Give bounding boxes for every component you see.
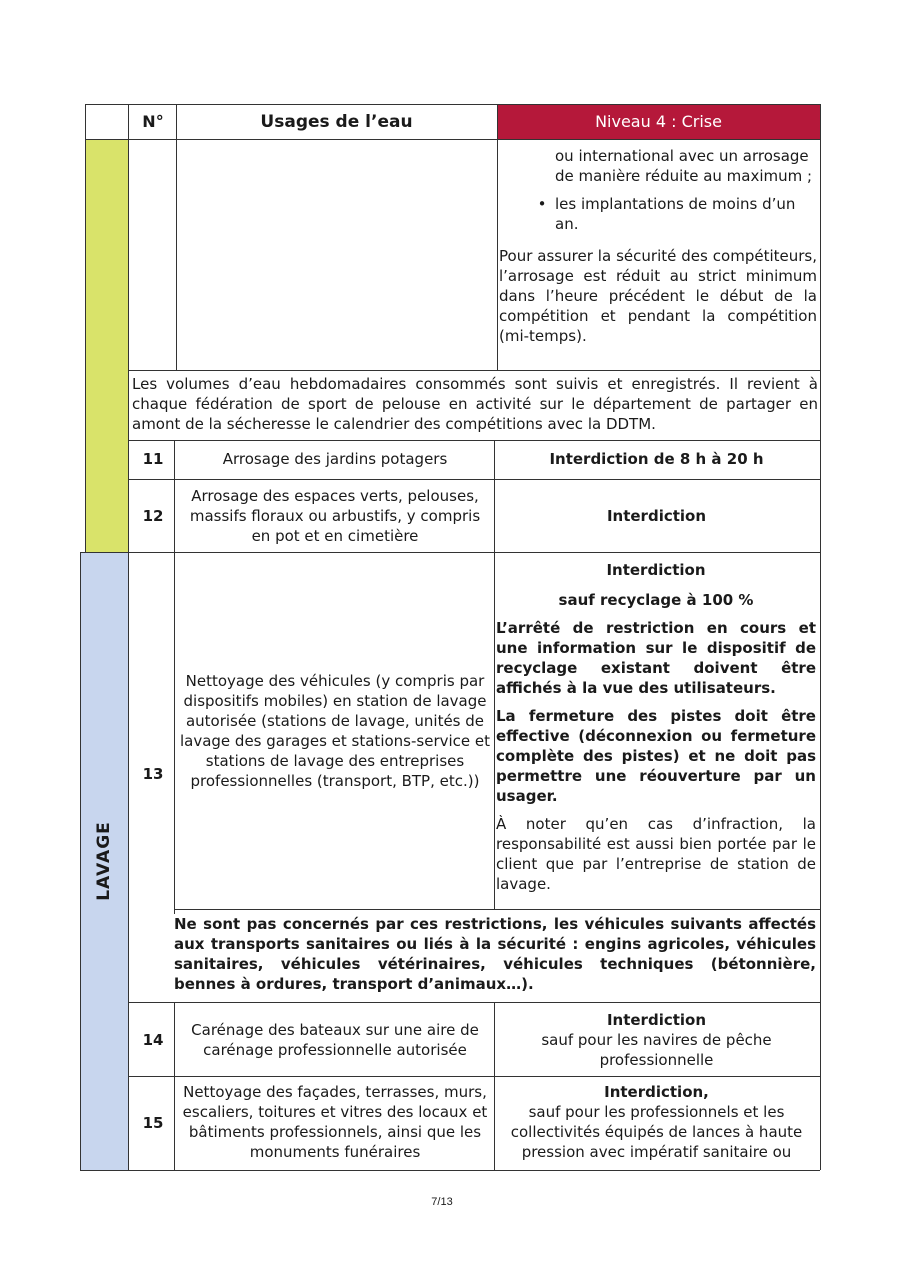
row-11-number: 11 xyxy=(142,450,164,468)
row-14-usage: Carénage des bateaux sur une aire de carénage professionnelle autorisée xyxy=(191,1021,479,1059)
note-volumes: Les volumes d’eau hebdomadaires consommés sont suivis et enregistrés. Il revient à chaque fédération de sport de pelouse en activité sur le département de partager en amont de la sécheresse le calendrier des compétitions avec la DDTM. xyxy=(132,375,818,433)
row-13-number: 13 xyxy=(142,765,164,783)
continuation-rule: ou international avec un arrosage de manière réduite au maximum ; • les implantations de moins d’un an. Pour assurer la sécurité des compétiteurs, l’arrosage est réduit au strict minimum dans l’heure précédent le début de la compétition et pendant la compétition (mi-temps). xyxy=(499,147,817,345)
row-14-rule: Interdiction sauf pour les navires de pêche professionnelle xyxy=(541,1011,772,1069)
row-13-usage: Nettoyage des véhicules (y compris par dispositifs mobiles) en station de lavage autorisée (stations de lavage, unités de lavage des garages et stations-service et stations de lavage des entreprises professionnelles (transport, BTP, etc.)) xyxy=(179,672,491,790)
category-label-lavage: LAVAGE xyxy=(94,821,114,901)
row-11-usage: Arrosage des jardins potagers xyxy=(222,450,448,468)
page-number: 7/13 xyxy=(431,1196,453,1208)
row-11-rule: Interdiction de 8 h à 20 h xyxy=(549,450,764,468)
row-15-usage: Nettoyage des façades, terrasses, murs, escaliers, toitures et vitres des locaux et bâtiments professionnels, ainsi que les monuments funéraires xyxy=(182,1083,488,1161)
header-usages: Usages de l’eau xyxy=(260,111,413,132)
row-14-number: 14 xyxy=(142,1031,164,1049)
row-15-rule: Interdiction, sauf pour les professionnels et les collectivités équipés de lances à haute pression avec impératif sanitaire ou xyxy=(510,1083,803,1161)
row-13-note: Ne sont pas concernés par ces restrictions, les véhicules suivants affectés aux transports sanitaires ou liés à la sécurité : engins agricoles, véhicules sanitaires, véhicules vétérinaires, véhicules techniques (bétonnière, bennes à ordures, transport d’animaux…). xyxy=(174,915,816,993)
header-niveau: Niveau 4 : Crise xyxy=(595,111,722,131)
row-12-number: 12 xyxy=(142,507,164,525)
row-13-rule: Interdiction sauf recyclage à 100 % L’arrêté de restriction en cours et une information sur le dispositif de recyclage existant doivent être affichés à la vue des utilisateurs. La fermeture des pistes doit être effective (déconnexion ou fermeture complète des pistes) et ne doit pas permettre une réouverture par un usager. À noter qu’en cas d’infraction, la responsabilité est aussi bien portée par le client que par l’entreprise de station de lavage. xyxy=(496,561,816,893)
row-15-number: 15 xyxy=(142,1114,164,1132)
row-12-rule: Interdiction xyxy=(606,507,707,525)
category-band-green xyxy=(85,139,128,552)
header-no: N° xyxy=(142,111,164,131)
row-12-usage: Arrosage des espaces verts, pelouses, massifs floraux ou arbustifs, y compris en pot et en cimetière xyxy=(189,487,481,545)
